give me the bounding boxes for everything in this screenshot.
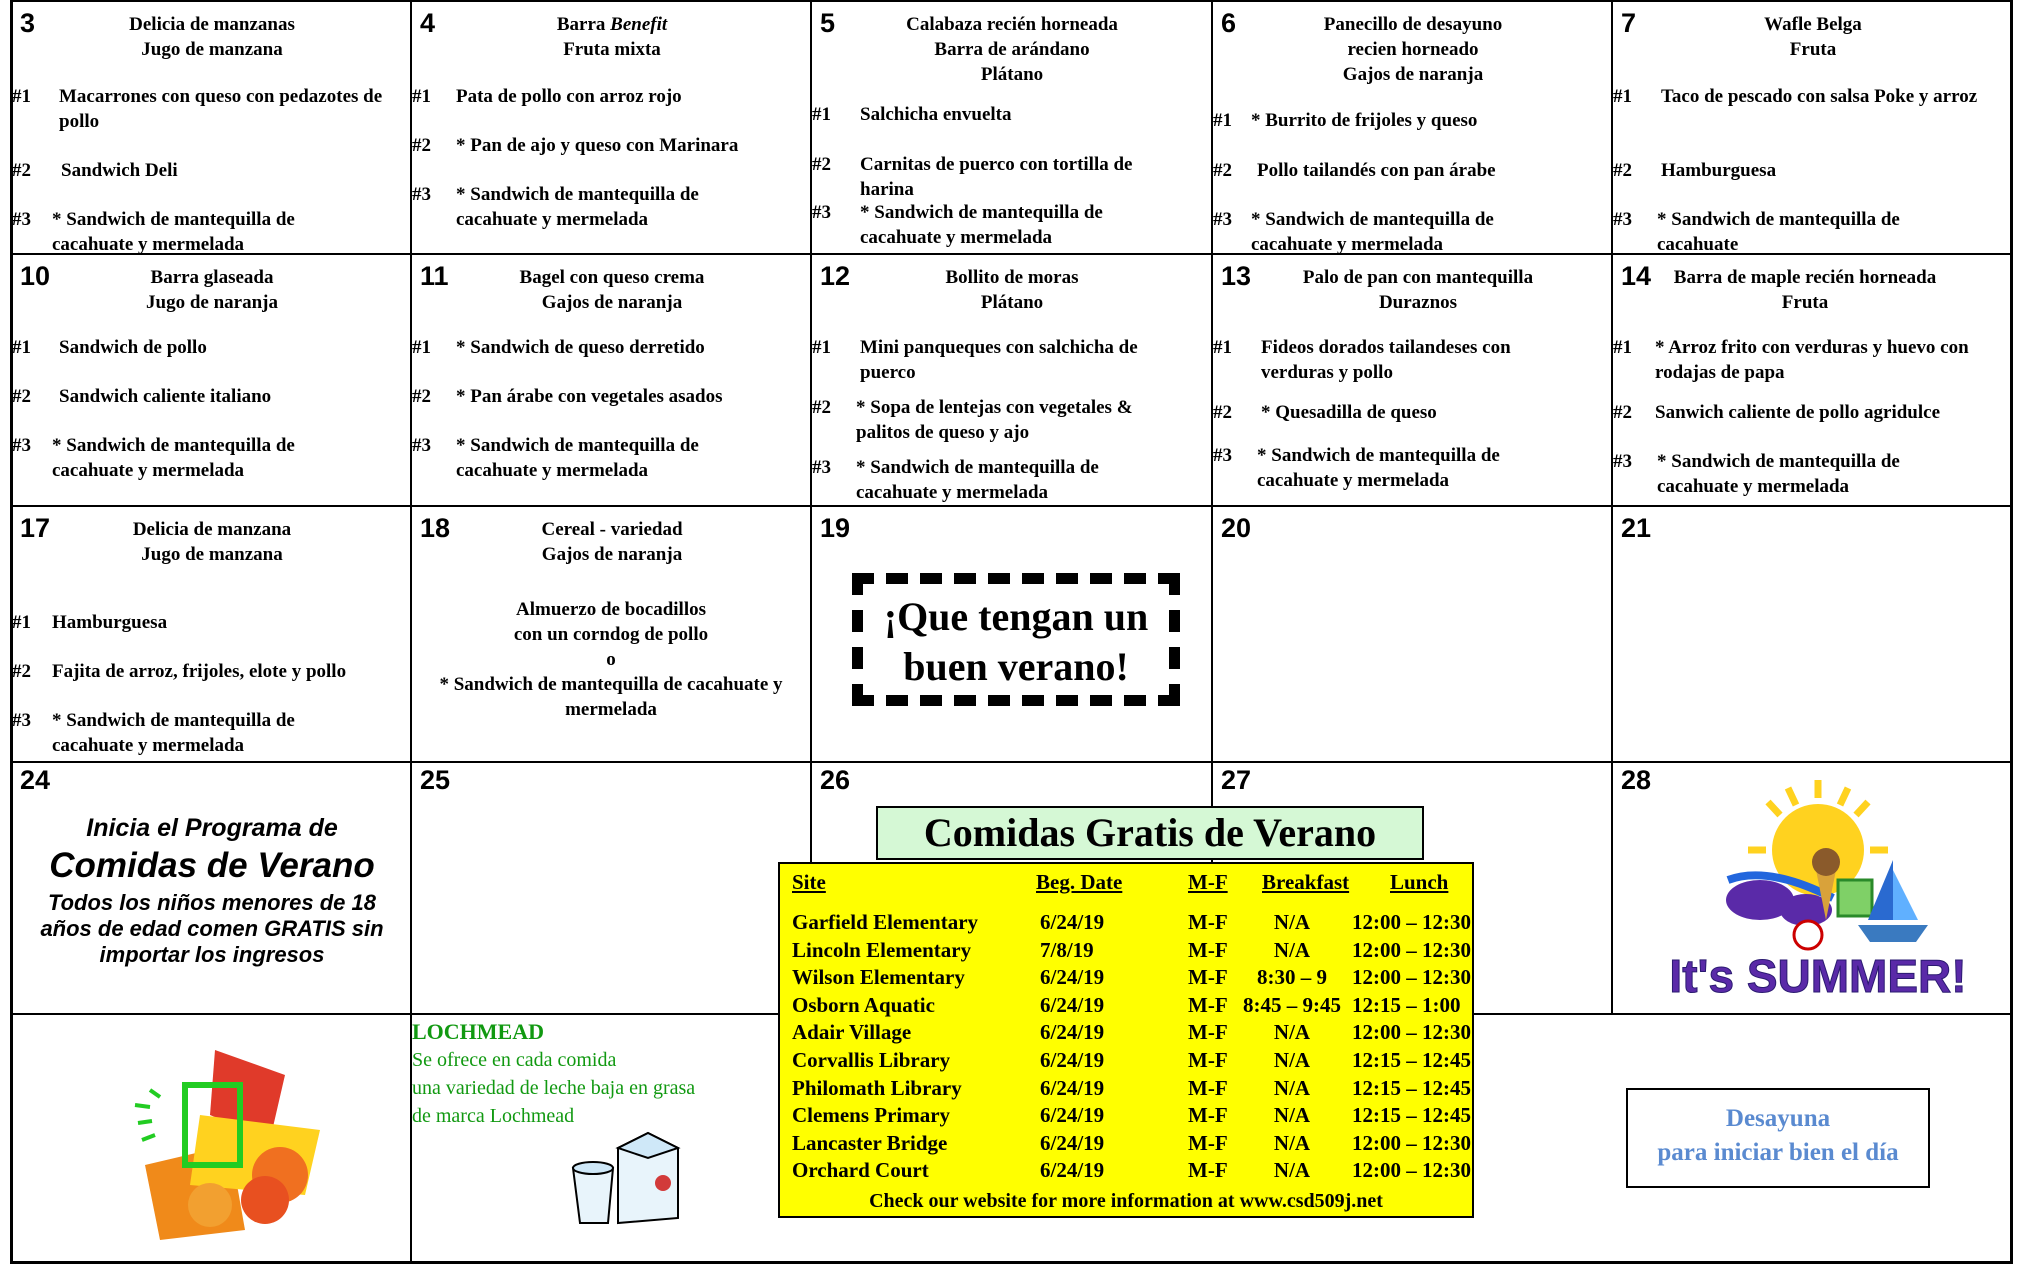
- cell-breakfast: 8:45 – 9:45: [1243, 992, 1341, 1017]
- day-cell-3: 3 Delicia de manzanas Jugo de manzana #1 Macarrones con queso con pedazotes de pollo #2 Sandwich Deli #3 * Sandwich de mantequilla de cacahuate y mermelada: [12, 8, 383, 255]
- day-number: 6: [1221, 8, 1237, 38]
- cell-mf: M-F: [1188, 1020, 1228, 1045]
- cell-mf: M-F: [1188, 1048, 1228, 1072]
- cell-lunch: 12:00 – 12:30: [1352, 1158, 1471, 1183]
- summer-banner: ¡Que tengan un buen verano!: [852, 573, 1180, 706]
- cell-date: 6/24/19: [1040, 1020, 1105, 1045]
- promo-line-1: Inicia el Programa de: [86, 814, 338, 842]
- cell-breakfast: N/A: [1273, 1020, 1311, 1045]
- table-row: [792, 1074, 1472, 1102]
- day-cell-7: 7 Wafle Belga Fruta #1 Taco de pescado con salsa Poke y arroz #2 Hamburguesa #3 * Sandwich de mantequilla de cacahuate: [1613, 2, 2010, 253]
- its-summer-text: It's SUMMER!: [1669, 950, 1967, 1002]
- day-cell-12: 12 Bollito de moras Plátano #1 Mini panqueques con salchicha de puerco #2 * Sopa de lentejas con vegetales & palitos de queso y ajo #3 * Sandwich de mantequilla de cacahuate y mermelada: [812, 255, 1211, 505]
- breakfast-item: Delicia de manzanas: [129, 14, 295, 35]
- fruit-drink-icon: [135, 1050, 320, 1240]
- day-number: 12: [820, 261, 851, 291]
- day-cell-18: [412, 507, 810, 761]
- breakfast-menu: Wafle Belga Fruta: [1764, 14, 1862, 60]
- cell-breakfast: N/A: [1273, 1075, 1311, 1100]
- cell-mf: M-F: [1188, 1075, 1228, 1100]
- breakfast-menu: Palo de pan con mantequilla Duraznos: [1302, 267, 1534, 313]
- cell-mf: M-F: [1188, 937, 1228, 962]
- day-number: 20: [1221, 513, 1252, 543]
- cell-site: Corvallis Library: [792, 1048, 951, 1072]
- milk-carton-icon: [618, 1133, 678, 1223]
- cell-lunch: 12:00 – 12:30: [1352, 910, 1471, 934]
- promo-line-2: Comidas de Verano: [49, 846, 375, 885]
- cell-breakfast: N/A: [1273, 937, 1311, 962]
- cell-site: Osborn Aquatic: [792, 992, 935, 1017]
- cell-date: 6/24/19: [1040, 965, 1105, 990]
- its-summer-clipart: [1669, 770, 1967, 1010]
- day-number: 11: [420, 261, 449, 291]
- cell-mf: M-F: [1188, 1130, 1228, 1155]
- day-number: 26: [820, 765, 851, 795]
- day-cell-24: [12, 763, 410, 1013]
- cell-mf: M-F: [1188, 910, 1228, 934]
- cell-breakfast: N/A: [1273, 1130, 1311, 1155]
- day-number: 27: [1221, 765, 1252, 795]
- breakfast-menu: Barra glaseada Jugo de naranja: [146, 267, 278, 313]
- col-header-mf: M-F: [1188, 870, 1228, 894]
- breakfast-menu: [42, 12, 382, 62]
- table-row: [792, 1156, 1472, 1184]
- day-cell-4: 4 Barra Benefit Fruta mixta #1 Pata de pollo con arroz rojo #2 * Pan de ajo y queso con Marinara #3 * Sandwich de mantequilla de cacahuate y mermelada: [412, 2, 810, 253]
- lochmead-note: LOCHMEAD Se ofrece en cada comida una variedad de leche baja en grasa de marca Lochmead: [412, 1019, 696, 1127]
- day-number: 18: [420, 513, 451, 543]
- baseball-icon: [1794, 921, 1822, 949]
- cell-lunch: 12:00 – 12:30: [1352, 965, 1471, 990]
- cell-mf: M-F: [1188, 992, 1228, 1017]
- day-number: 28: [1621, 765, 1652, 795]
- cell-date: 6/24/19: [1040, 910, 1105, 934]
- cell-lunch: 12:00 – 12:30: [1352, 1020, 1471, 1045]
- day-number: 21: [1621, 513, 1652, 543]
- day-number: 4: [420, 8, 436, 38]
- cell-lunch: 12:00 – 12:30: [1352, 1130, 1471, 1155]
- cell-site: Adair Village: [792, 1020, 912, 1045]
- cell-site: Clemens Primary: [792, 1103, 951, 1128]
- breakfast-menu: Delicia de manzana Jugo de manzana: [132, 519, 292, 565]
- table-row: [792, 1018, 1472, 1046]
- day-number: 13: [1221, 261, 1252, 291]
- cell-breakfast: 8:30 – 9: [1257, 965, 1327, 990]
- cell-site: Orchard Court: [792, 1158, 929, 1183]
- day-number: 7: [1621, 8, 1637, 38]
- cell-mf: M-F: [1188, 965, 1228, 990]
- cell-date: 6/24/19: [1040, 1103, 1105, 1128]
- col-header-site: Site: [792, 870, 826, 894]
- fruit-drink-clipart: [120, 1045, 350, 1240]
- breakfast-menu: Barra Benefit Fruta mixta: [556, 14, 668, 60]
- table-row: [792, 991, 1472, 1019]
- summer-meals-title: Comidas Gratis de Verano: [876, 806, 1424, 860]
- cell-lunch: 12:15 – 12:45: [1352, 1103, 1471, 1128]
- breakfast-menu: Panecillo de desayuno recien horneado Gajos de naranja: [1323, 14, 1503, 85]
- day-number: 10: [20, 261, 51, 291]
- milk-clipart: [568, 1128, 692, 1228]
- day-cell-5: 5 Calabaza recién horneada Barra de arándano Plátano #1 Salchicha envuelta #2 Carnitas de puerco con tortilla de harina #3 * Sandwich de mantequilla de cacahuate y mermelada: [812, 2, 1211, 253]
- col-header-breakfast: Breakfast: [1262, 870, 1350, 894]
- day-cell-14: 14 Barra de maple recién horneada Fruta #1 * Arroz frito con verduras y huevo con rodajas de papa #2 Sanwich caliente de pollo agridulce #3 * Sandwich de mantequilla de cacahuate y mermelada: [1613, 261, 1969, 497]
- cell-lunch: 12:15 – 12:45: [1352, 1048, 1471, 1072]
- cell-mf: M-F: [1188, 1158, 1228, 1183]
- cell-date: 6/24/19: [1040, 1048, 1105, 1072]
- table-footer: Check our website for more information at www.csd509j.net: [869, 1190, 1383, 1212]
- breakfast-item: Jugo de manzana: [141, 39, 283, 60]
- cell-site: Garfield Elementary: [792, 910, 979, 934]
- cell-breakfast: N/A: [1273, 1103, 1311, 1128]
- cell-breakfast: N/A: [1273, 1048, 1311, 1072]
- cell-site: Lincoln Elementary: [792, 937, 972, 962]
- cell-lunch: 12:15 – 1:00: [1352, 992, 1461, 1017]
- breakfast-menu: Calabaza recién horneada Barra de arándano Plátano: [906, 14, 1118, 85]
- cell-date: 6/24/19: [1040, 1130, 1105, 1155]
- promo-line-3: Todos los niños menores de 18 años de edad comen GRATIS sin importar los ingresos: [40, 890, 384, 967]
- cell-date: 7/8/19: [1040, 937, 1094, 962]
- cell-lunch: 12:15 – 12:45: [1352, 1075, 1471, 1100]
- day-cell-6: 6 Panecillo de desayuno recien horneado Gajos de naranja #1 * Burrito de frijoles y queso #2 Pollo tailandés con pan árabe #3 * Sandwich de mantequilla de cacahuate y mermelada: [1213, 2, 1611, 253]
- cell-date: 6/24/19: [1040, 1158, 1105, 1183]
- table-row: [792, 1046, 1472, 1074]
- cell-site: Wilson Elementary: [792, 965, 965, 990]
- cell-breakfast: N/A: [1273, 1158, 1311, 1183]
- day-cell-11: 11 Bagel con queso crema Gajos de naranja #1 * Sandwich de queso derretido #2 * Pan árabe con vegetales asados #3 * Sandwich de mantequilla de cacahuate y mermelada: [412, 255, 810, 505]
- breakfast-menu: Bollito de moras Plátano: [945, 267, 1079, 313]
- cell-lunch: 12:00 – 12:30: [1352, 937, 1471, 962]
- day-number: 3: [20, 8, 36, 38]
- cell-date: 6/24/19: [1040, 1075, 1105, 1100]
- lunch-special: Almuerzo de bocadillos con un corndog de pollo o * Sandwich de mantequilla de cacahuate y mermelada: [439, 599, 783, 720]
- cell-site: Lancaster Bridge: [792, 1130, 948, 1155]
- day-cell-21: [1613, 507, 2010, 761]
- cell-site: Philomath Library: [792, 1075, 962, 1100]
- cell-breakfast: N/A: [1273, 910, 1311, 934]
- lochmead-title: LOCHMEAD: [412, 1019, 544, 1044]
- summer-meals-table: [778, 862, 1474, 1218]
- day-cell-20: [1213, 507, 1611, 761]
- day-cell-17: 17 Delicia de manzana Jugo de manzana #1 Hamburguesa #2 Fajita de arroz, frijoles, elote y pollo #3 * Sandwich de mantequilla de cacahuate y mermelada: [12, 507, 410, 761]
- day-cell-13: 13 Palo de pan con mantequilla Duraznos #1 Fideos dorados tailandeses con verduras y pollo #2 * Quesadilla de queso #3 * Sandwich de mantequilla de cacahuate y mermelada: [1213, 255, 1611, 505]
- breakfast-menu: Cereal - variedad Gajos de naranja: [541, 519, 683, 565]
- table-row: [792, 1101, 1472, 1129]
- day-number: 25: [420, 765, 451, 795]
- breakfast-menu: Barra de maple recién horneada Fruta: [1673, 267, 1937, 313]
- milk-glass-icon: [573, 1162, 613, 1223]
- table-row: [792, 1129, 1472, 1157]
- day-cell-25: [412, 763, 810, 1013]
- day-number: 19: [820, 513, 851, 543]
- day-number: 5: [820, 8, 836, 38]
- day-number: 24: [20, 765, 51, 795]
- table-row: [792, 963, 1472, 991]
- table-row: [792, 908, 1472, 936]
- table-row: [792, 936, 1472, 964]
- col-header-lunch: Lunch: [1390, 870, 1449, 894]
- table-header-row: [792, 868, 1472, 896]
- cell-date: 6/24/19: [1040, 992, 1105, 1017]
- day-cell-10: 10 Barra glaseada Jugo de naranja #1 Sandwich de pollo #2 Sandwich caliente italiano #3 * Sandwich de mantequilla de cacahuate y mermelada: [12, 255, 410, 505]
- day-number: 17: [20, 513, 51, 543]
- bucket-icon: [1838, 880, 1872, 916]
- breakfast-promo: Desayuna para iniciar bien el día: [1626, 1088, 1930, 1188]
- day-number: 14: [1621, 261, 1652, 291]
- breakfast-menu: Bagel con queso crema Gajos de naranja: [519, 267, 705, 313]
- cell-mf: M-F: [1188, 1103, 1228, 1128]
- col-header-date: Beg. Date: [1036, 870, 1123, 894]
